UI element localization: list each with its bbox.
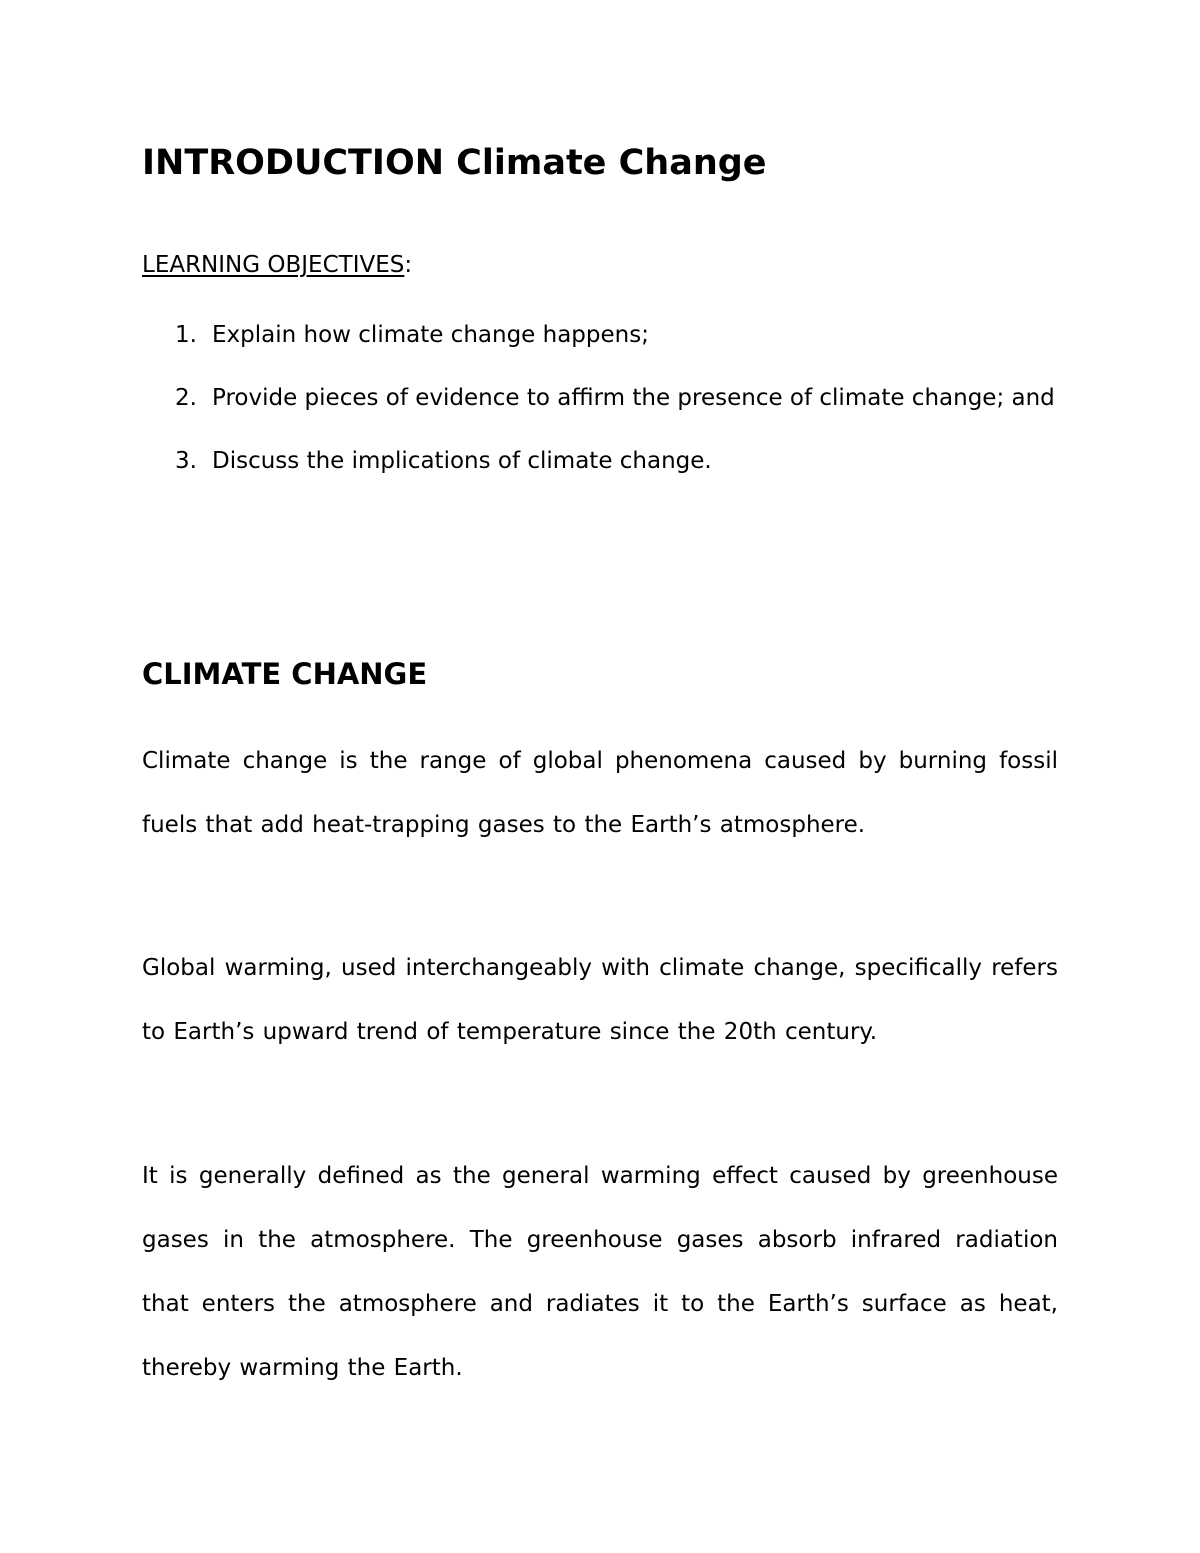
paragraph: It is generally defined as the general warming effect caused by greenhouse gases in the atmosphere. The greenhouse gases absorb infrared radiation that enters the atmosphere and radiates it to the Earth’s surface as heat, thereby warming the Earth. — [142, 1163, 1058, 1381]
objectives-list — [142, 311, 1058, 500]
learning-objectives-label: LEARNING OBJECTIVES — [142, 252, 405, 278]
learning-objectives-heading — [142, 248, 412, 282]
objective-text: Provide pieces of evidence to affirm the presence of climate change; and — [212, 385, 1055, 411]
objective-text: Discuss the implications of climate change. — [212, 448, 712, 474]
objective-item — [142, 437, 1058, 485]
objective-item — [142, 374, 1058, 422]
document-title: INTRODUCTION Climate Change — [142, 143, 767, 183]
paragraph: Climate change is the range of global phenomena caused by burning fossil fuels that add heat-trapping gases to the Earth’s atmosphere. — [142, 748, 1058, 838]
objective-item — [142, 311, 1058, 359]
section-heading: CLIMATE CHANGE — [142, 657, 428, 691]
objective-number: 2. — [175, 385, 197, 411]
objective-number: 3. — [175, 448, 197, 474]
paragraph: Global warming, used interchangeably with climate change, specifically refers to Earth’s upward trend of temperature since the 20th century. — [142, 955, 1058, 1045]
objective-text: Explain how climate change happens; — [212, 322, 649, 348]
objective-number: 1. — [175, 322, 197, 348]
learning-objectives-colon: : — [404, 252, 413, 278]
